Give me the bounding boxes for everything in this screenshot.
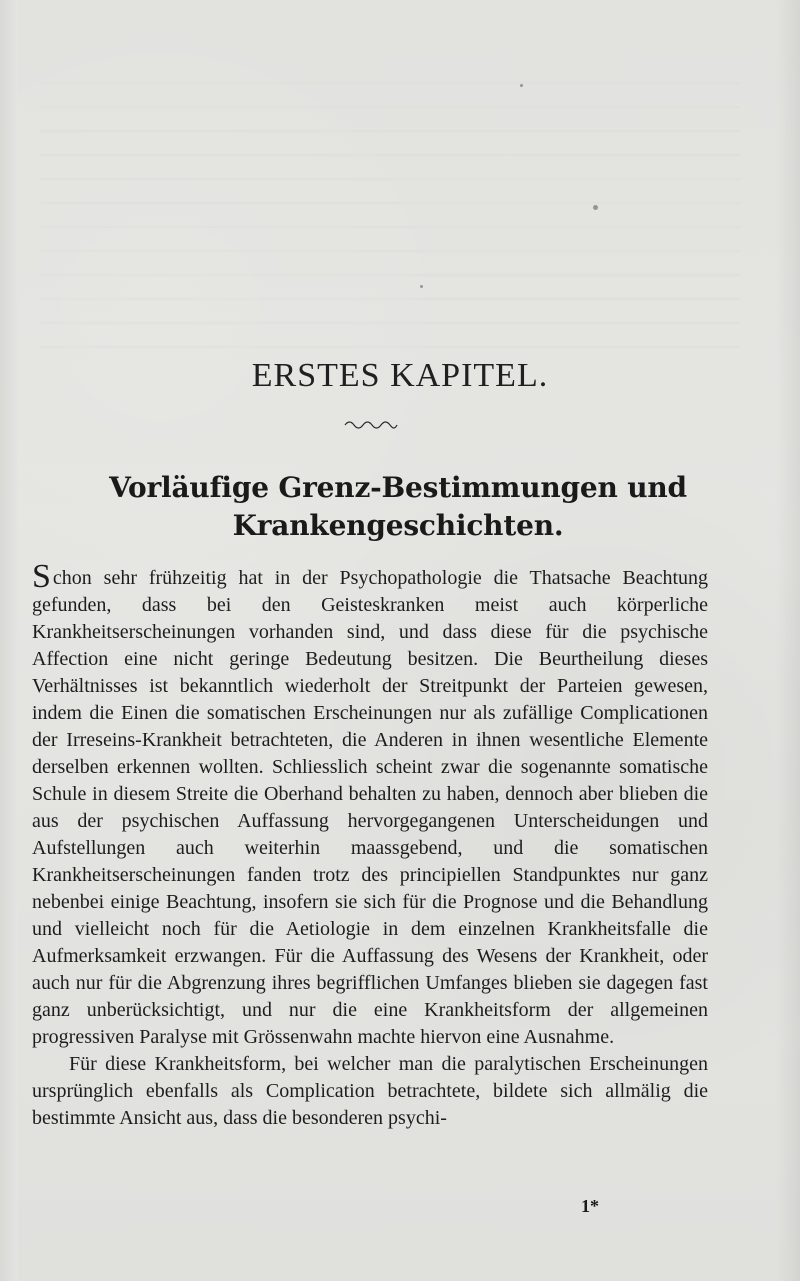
paper-speck	[420, 285, 423, 288]
drop-cap: S	[32, 558, 51, 595]
paper-speck	[593, 205, 598, 210]
chapter-heading: ERSTES KAPITEL.	[251, 357, 549, 394]
page-edge-shadow-right	[776, 0, 800, 1281]
show-through-text	[40, 60, 740, 360]
paragraph-1	[32, 558, 708, 1051]
ornament-divider	[344, 419, 398, 431]
body-text	[32, 558, 708, 1132]
signature-mark: 1*	[581, 1196, 599, 1216]
paragraph-2: Für diese Krankheitsform, bei welcher man die paralytischen Erscheinungen ursprünglich ebenfalls als Complication betrachtete, bildete sich allmälig die bestimmte Ansicht aus, dass die besonderen psychi-	[32, 1053, 708, 1129]
page-edge-shadow-left	[0, 0, 18, 1281]
paper-speck	[520, 84, 523, 87]
paragraph-1-text: chon sehr frühzeitig hat in der Psychopathologie die Thatsache Beachtung gefunden, dass bei den Geisteskranken meist auch körperliche Krankheitserscheinungen vorhanden sind, und dass diese für die psychische Affection eine nicht geringe Bedeutung besitzen. Die Beurtheilung dieses Verhältnisses ist bekanntlich wiederholt der Streitpunkt der Parteien gewesen, indem die Einen die somatischen Erscheinungen nur als zufällige Complicationen der Irreseins-Krankheit betrachteten, die Anderen in ihnen wesentliche Elemente derselben erkennen wollten. Schliesslich scheint zwar die sogenannte somatische Schule in diesem Streite die Oberhand behalten zu haben, dennoch aber blieben die aus der psychischen Auffassung hervorgegangenen Unterscheidungen und Aufstellungen auch weiterhin maassgebend, und die somatischen Krankheitserscheinungen fanden trotz des principiellen Standpunktes nur ganz nebenbei einige Beachtung, insofern sie sich für die Prognose und die Behandlung und vielleicht noch für die Aetiologie in dem einzelnen Krankheitsfalle die Aufmerksamkeit erzwangen. Für die Auffassung des Wesens der Krankheit, oder auch nur für die Abgrenzung ihres begrifflichen Umfanges blieben sie dagegen fast ganz unberücksichtigt, und nur die eine Krankheitsform der allgemeinen progressiven Paralyse mit Grössenwahn machte hiervon eine Ausnahme.	[32, 567, 708, 1048]
section-title: Vorläufige Grenz-Bestimmungen und Krankengeschichten.	[109, 471, 687, 542]
